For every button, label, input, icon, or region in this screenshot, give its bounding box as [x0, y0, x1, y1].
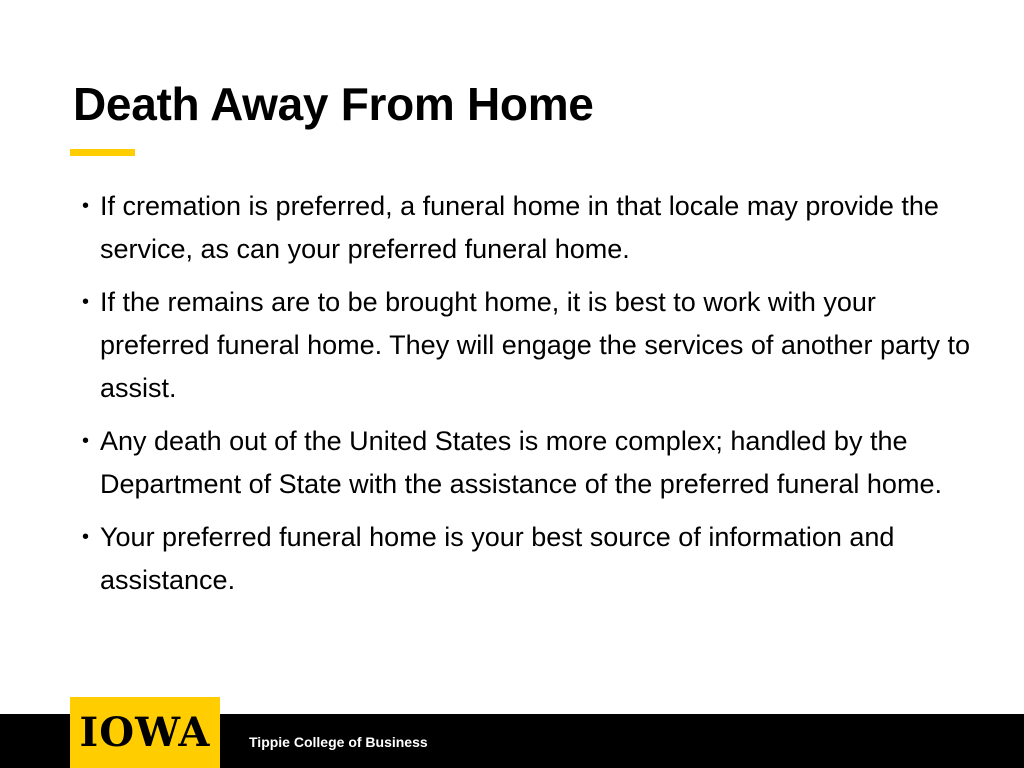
- bullet-item: [74, 516, 974, 602]
- bullet-item: [74, 185, 974, 271]
- bullet-text: Your preferred funeral home is your best source of information and assistance.: [100, 522, 895, 595]
- bullet-text: If the remains are to be brought home, it is best to work with your preferred funeral home. They will engage the services of another party to assist.: [100, 287, 970, 403]
- bullet-marker: •: [82, 195, 90, 217]
- iowa-logo-text: IOWA: [79, 708, 211, 756]
- slide-title: Death Away From Home: [73, 78, 594, 130]
- bullet-marker: •: [82, 430, 90, 452]
- bullet-list: [74, 185, 974, 612]
- bullet-item: [74, 281, 974, 410]
- college-name: Tippie College of Business: [249, 734, 428, 750]
- bullet-text: Any death out of the United States is more complex; handled by the Department of State with the assistance of the preferred funeral home.: [100, 426, 942, 499]
- bullet-marker: •: [82, 526, 90, 548]
- title-accent-bar: [70, 149, 135, 156]
- bullet-item: [74, 420, 974, 506]
- iowa-logo: [70, 697, 220, 768]
- bullet-text: If cremation is preferred, a funeral home in that locale may provide the service, as can your preferred funeral home.: [100, 191, 939, 264]
- bullet-marker: •: [82, 291, 90, 313]
